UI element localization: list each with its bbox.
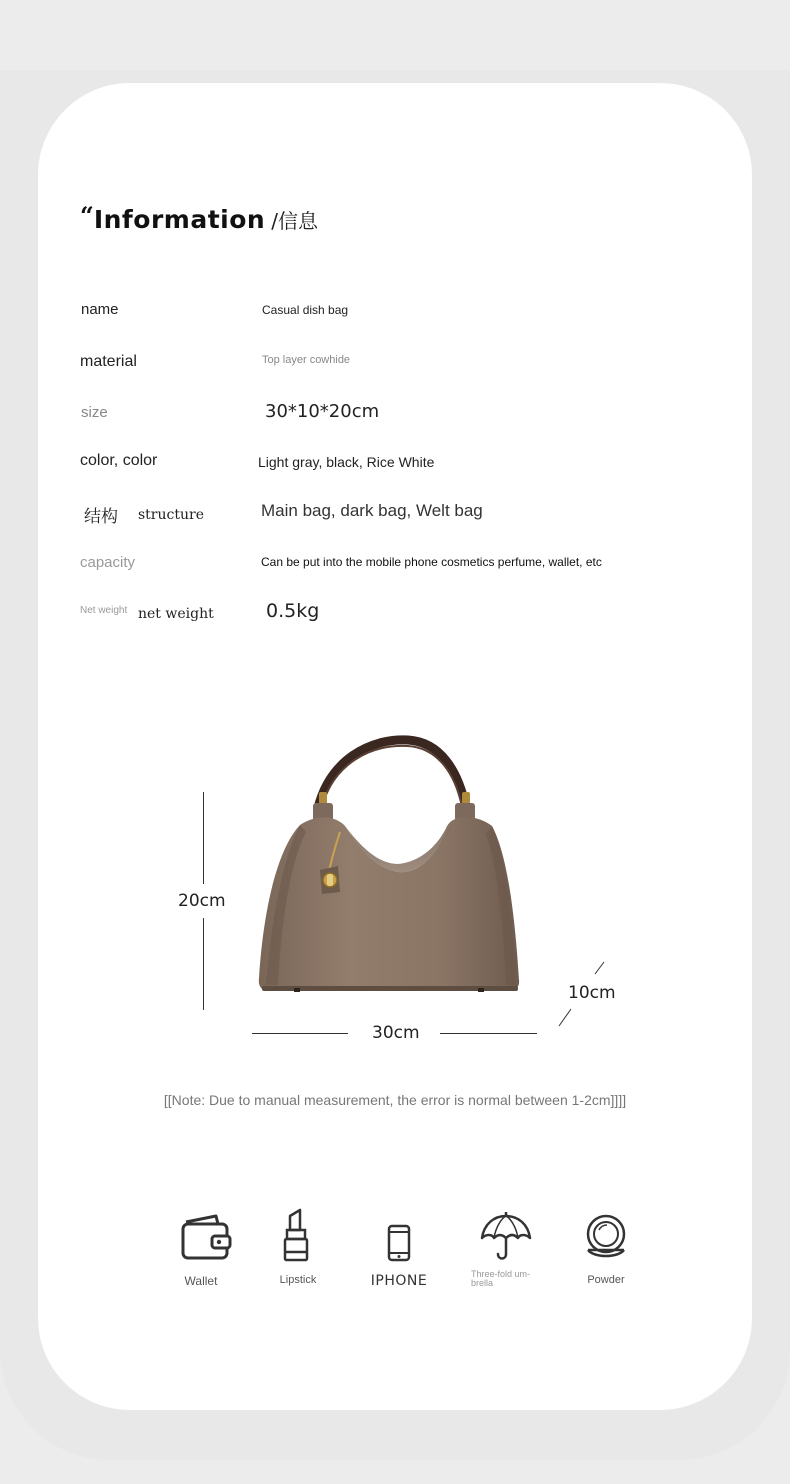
label-capacity: capacity: [80, 554, 136, 571]
width-dimension-label: 30cm: [372, 1023, 420, 1043]
label-size: size: [81, 404, 108, 421]
title-quote-mark: “: [80, 201, 94, 230]
height-dimension-label: 20cm: [178, 891, 226, 911]
section-title: [80, 201, 318, 234]
capacity-label-iphone: IPHONE: [370, 1273, 428, 1289]
value-color: Light gray, black, Rice White: [258, 454, 435, 470]
label-net-weight-small: Net weight: [80, 605, 128, 616]
title-chinese: /信息: [271, 209, 318, 233]
lipstick-icon: [282, 1208, 310, 1262]
label-net-weight: net weight: [138, 606, 214, 622]
capacity-label-wallet: Wallet: [184, 1274, 218, 1288]
label-name: name: [81, 301, 119, 318]
depth-dimension-label: 10cm: [568, 983, 616, 1003]
info-card: [38, 83, 752, 1410]
wallet-icon: [180, 1214, 234, 1262]
title-english: Information: [93, 205, 266, 234]
label-structure-cn: 结构: [84, 507, 118, 527]
capacity-label-lipstick: Lipstick: [279, 1274, 317, 1286]
measurement-note: [[Note: Due to manual measurement, the error is normal between 1-2cm]]]]: [163, 1092, 627, 1108]
value-structure: Main bag, dark bag, Welt bag: [261, 501, 483, 520]
umbrella-icon: [480, 1210, 532, 1262]
value-net-weight: 0.5kg: [266, 600, 320, 622]
label-structure: structure: [138, 507, 204, 523]
capacity-label-umbrella: Three-fold um- brella: [471, 1269, 531, 1288]
value-capacity: Can be put into the mobile phone cosmetics perfume, wallet, etc: [261, 555, 602, 569]
powder-icon: [584, 1214, 628, 1260]
phone-icon: [387, 1224, 411, 1262]
value-name: Casual dish bag: [262, 303, 349, 317]
value-size: 30*10*20cm: [265, 401, 380, 422]
value-material: Top layer cowhide: [262, 354, 351, 366]
label-color: color, color: [80, 452, 158, 469]
capacity-label-powder: Powder: [587, 1274, 625, 1286]
label-material: material: [80, 353, 137, 370]
